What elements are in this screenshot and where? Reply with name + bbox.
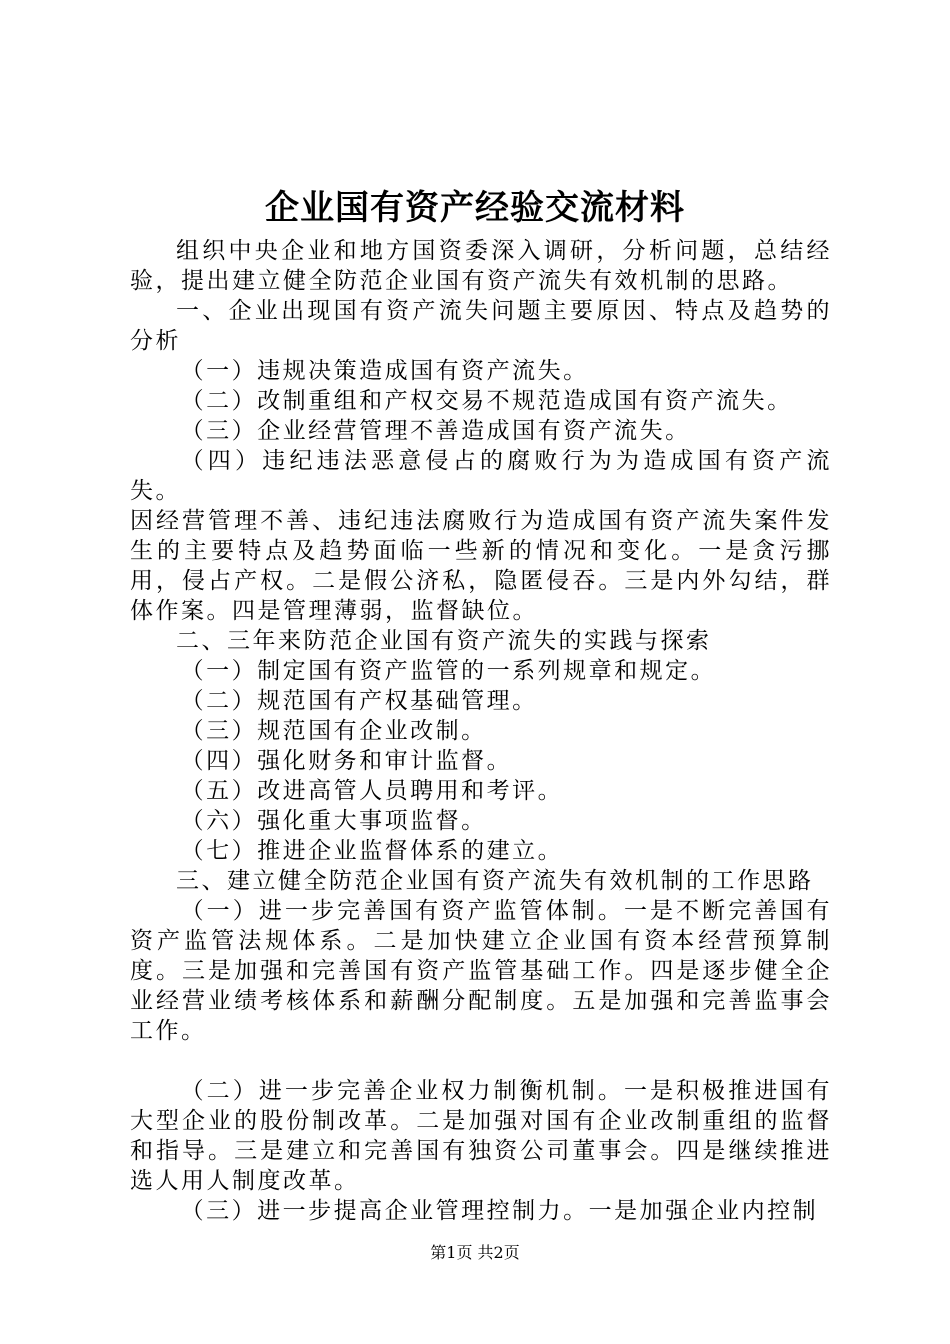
list-item: （四）违纪违法恶意侵占的腐败行为为造成国有资产流失。 <box>130 448 832 504</box>
page-footer: 第1页 共2页 <box>430 1243 520 1262</box>
section-heading-1: 一、企业出现国有资产流失问题主要原因、特点及趋势的分析 <box>130 298 832 354</box>
paragraph-intro: 组织中央企业和地方国资委深入调研，分析问题，总结经验，提出建立健全防范企业国有资产流失有效机制的思路。 <box>130 238 832 294</box>
list-item: （四）强化财务和审计监督。 <box>180 748 513 774</box>
list-item: （三）企业经营管理不善造成国有资产流失。 <box>180 418 691 444</box>
blank-line <box>130 1046 832 1076</box>
list-item: （二）改制重组和产权交易不规范造成国有资产流失。 <box>180 388 793 414</box>
paragraph-analysis: 因经营管理不善、违纪违法腐败行为造成国有资产流失案件发生的主要特点及趋势面临一些新的情况和变化。一是贪污挪用，侵占产权。二是假公济私，隐匿侵吞。三是内外勾结，群体作案。四是管理薄弱，监督缺位。 <box>130 508 832 624</box>
list-item: （二）规范国有产权基础管理。 <box>180 688 538 714</box>
list-item: （一）制定国有资产监管的一系列规章和规定。 <box>180 658 717 684</box>
document-body <box>130 236 832 1226</box>
list-item: （五）改进高管人员聘用和考评。 <box>180 778 564 804</box>
paragraph-item: （三）进一步提高企业管理控制力。一是加强企业内控制 <box>180 1198 819 1224</box>
paragraph-item: （二）进一步完善企业权力制衡机制。一是积极推进国有大型企业的股份制改革。二是加强对国有企业改制重组的监督和指导。三是建立和完善国有独资公司董事会。四是继续推进选人用人制度改革。 <box>130 1078 832 1194</box>
list-item: （七）推进企业监督体系的建立。 <box>180 838 564 864</box>
paragraph-item: （一）进一步完善国有资产监管体制。一是不断完善国有资产监管法规体系。二是加快建立企业国有资本经营预算制度。三是加强和完善国有资产监管基础工作。四是逐步健全企业经营业绩考核体系和薪酬分配制度。五是加强和完善监事会工作。 <box>130 898 832 1044</box>
section-heading-2: 二、三年来防范企业国有资产流失的实践与探索 <box>176 628 712 654</box>
document-title: 企业国有资产经验交流材料 <box>265 188 685 228</box>
section-heading-3: 三、建立健全防范企业国有资产流失有效机制的工作思路 <box>176 868 814 894</box>
list-item: （六）强化重大事项监督。 <box>180 808 487 834</box>
list-item: （三）规范国有企业改制。 <box>180 718 487 744</box>
list-item: （一）违规决策造成国有资产流失。 <box>180 358 589 384</box>
